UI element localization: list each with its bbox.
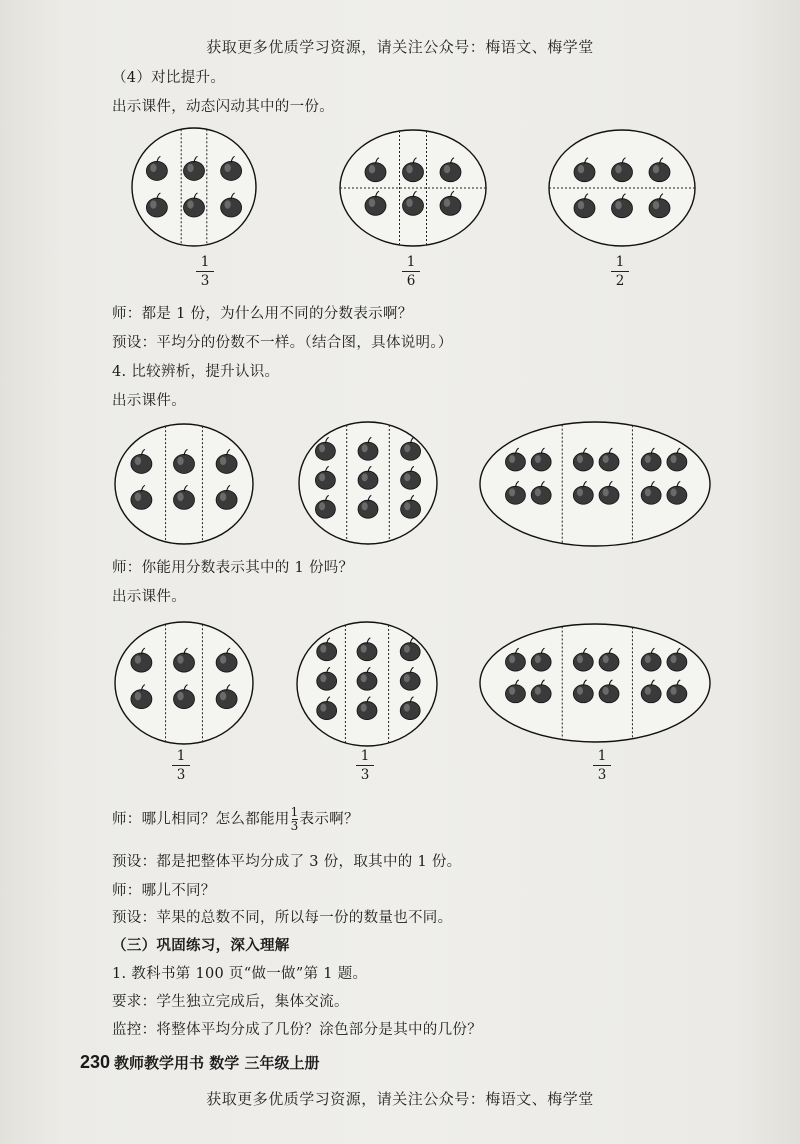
teacher-question-3-after: 表示啊？ xyxy=(299,811,359,828)
figure-ellipse-thirds-12-apples-row3 xyxy=(478,622,712,744)
instruction-2: 出示课件。 xyxy=(112,589,186,605)
teacher-question-2: 师：你能用分数表示其中的 1 份吗？ xyxy=(112,560,354,576)
figure-ellipse-thirds-6-apples-row3 xyxy=(113,620,255,746)
fraction-one-third-b: 1 3 xyxy=(350,748,380,783)
section-4-heading: （4）对比提升。 xyxy=(112,70,226,86)
figure-ellipse-sixths-6-apples xyxy=(338,128,488,248)
section-compare-instruction: 出示课件。 xyxy=(112,393,186,409)
figure-ellipse-halves-6-apples xyxy=(547,128,697,248)
figure-ellipse-thirds-6-apples-row2 xyxy=(113,422,255,546)
exercise-line: 1. 教科书第 100 页“做一做”第 1 题。 xyxy=(112,966,368,982)
teacher-question-3-before: 师：哪儿相同？怎么都能用 xyxy=(112,811,290,828)
figure-ellipse-thirds-6-apples xyxy=(130,126,258,248)
fraction-one-third: 1 3 xyxy=(190,254,220,289)
section-4-instruction: 出示课件，动态闪动其中的一份。 xyxy=(112,99,334,115)
watermark-top: 获取更多优质学习资源，请关注公众号：梅语文、梅学堂 xyxy=(206,38,594,56)
fraction-one-third-c: 1 3 xyxy=(587,748,617,783)
teacher-question-1: 师：都是 1 份，为什么用不同的分数表示啊？ xyxy=(112,306,413,322)
monitor-line: 监控：将整体平均分成了几份？涂色部分是其中的几份？ xyxy=(112,1022,482,1038)
preset-answer-1: 预设：平均分的份数不一样。（结合图，具体说明。） xyxy=(112,335,453,351)
section-compare-heading: 4. 比较辨析，提升认识。 xyxy=(112,364,280,380)
teacher-question-4: 师：哪儿不同？ xyxy=(112,883,216,899)
fraction-one-half: 1 2 xyxy=(605,254,635,289)
preset-answer-3: 预设：都是把整体平均分成了 3 份，取其中的 1 份。 xyxy=(112,854,462,870)
fraction-one-sixth: 1 6 xyxy=(396,254,426,289)
figure-ellipse-thirds-9-apples-row3 xyxy=(295,620,439,748)
book-title: 教师教学用书 数学 三年级上册 xyxy=(114,1054,320,1072)
teacher-question-3 xyxy=(112,806,359,833)
figure-ellipse-thirds-12-apples-row2 xyxy=(478,420,712,548)
figure-ellipse-thirds-9-apples-row2 xyxy=(297,420,439,546)
fraction-one-third-a: 1 3 xyxy=(166,748,196,783)
page-footer xyxy=(80,1052,320,1073)
page-number: 230 xyxy=(80,1052,111,1072)
preset-answer-4: 预设：苹果的总数不同，所以每一份的数量也不同。 xyxy=(112,910,453,926)
section-3-heading: （三）巩固练习，深入理解 xyxy=(112,937,290,954)
inline-fraction: $\frac{1}{3}$ xyxy=(290,805,299,833)
requirement-line: 要求：学生独立完成后，集体交流。 xyxy=(112,994,349,1010)
watermark-bottom: 获取更多优质学习资源，请关注公众号：梅语文、梅学堂 xyxy=(206,1090,594,1108)
